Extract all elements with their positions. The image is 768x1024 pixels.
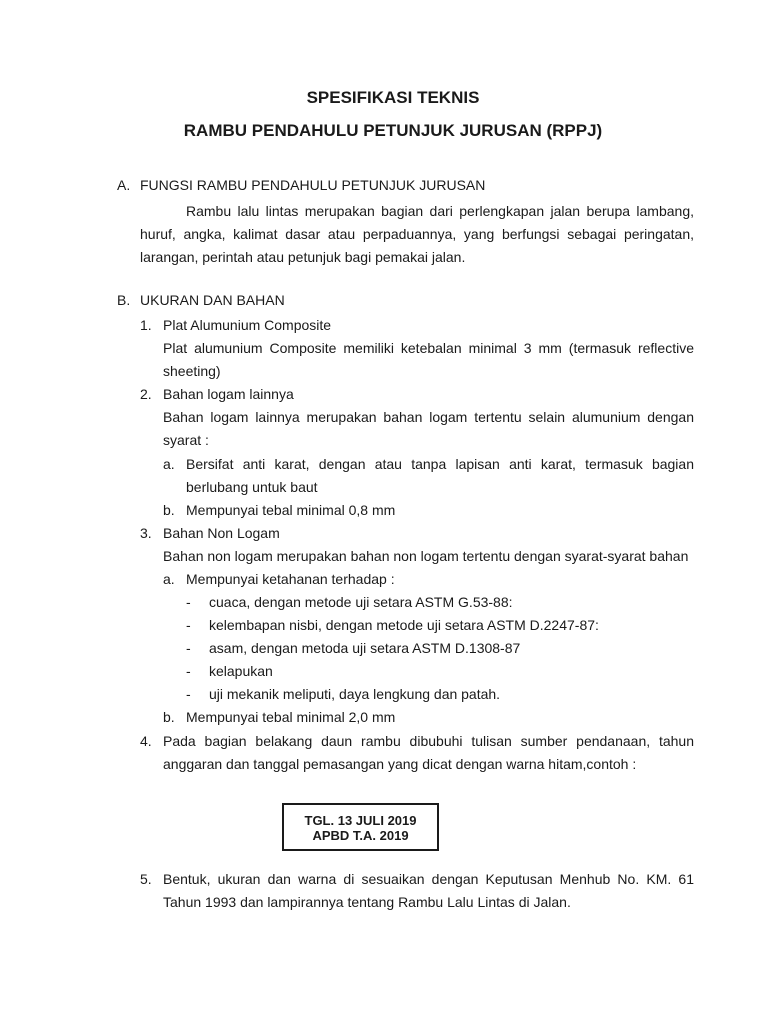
item-2-title: Bahan logam lainnya — [163, 386, 294, 402]
item-1-title: Plat Alumunium Composite — [163, 317, 332, 333]
item-3a-marker: a. — [163, 571, 175, 587]
bullet-text: uji mekanik meliputi, daya lengkung dan patah. — [209, 686, 501, 702]
section-a-line: larangan, perintah atau petunjuk bagi pemakai jalan. — [140, 249, 466, 265]
section-b-marker: B. — [117, 292, 131, 308]
item-1-line: Plat alumunium Composite memiliki ketebalan minimal 3 mm (termasuk reflective — [163, 340, 694, 356]
item-4-line: Pada bagian belakang daun rambu dibubuhi tulisan sumber pendanaan, tahun — [163, 733, 694, 749]
section-a-marker: A. — [117, 177, 131, 193]
item-5-line: Tahun 1993 dan lampirannya tentang Rambu Lalu Lintas di Jalan. — [163, 894, 571, 910]
item-2b-marker: b. — [163, 502, 175, 518]
bullet-dash: - — [186, 640, 191, 656]
item-3-marker: 3. — [140, 525, 152, 541]
section-b-heading: UKURAN DAN BAHAN — [140, 292, 285, 308]
item-3-title: Bahan Non Logam — [163, 525, 280, 541]
item-2b-text: Mempunyai tebal minimal 0,8 mm — [186, 502, 396, 518]
bullet-dash: - — [186, 663, 191, 679]
section-a-heading: FUNGSI RAMBU PENDAHULU PETUNJUK JURUSAN — [140, 177, 486, 193]
item-5-marker: 5. — [140, 871, 152, 887]
example-date: TGL. 13 JULI 2019 — [304, 813, 417, 828]
bullet-dash: - — [186, 686, 191, 702]
item-2a-line: Bersifat anti karat, dengan atau tanpa lapisan anti karat, termasuk bagian — [186, 456, 694, 472]
bullet-dash: - — [186, 594, 191, 610]
bullet-dash: - — [186, 617, 191, 633]
item-4-marker: 4. — [140, 733, 152, 749]
item-2-line: Bahan logam lainnya merupakan bahan logam tertentu selain alumunium dengan — [163, 409, 694, 425]
section-a-line: Rambu lalu lintas merupakan bagian dari perlengkapan jalan berupa lambang, — [186, 203, 694, 219]
item-1-line: sheeting) — [163, 363, 221, 379]
item-3a-text: Mempunyai ketahanan terhadap : — [186, 571, 395, 587]
example-budget: APBD T.A. 2019 — [312, 828, 409, 843]
item-2-marker: 2. — [140, 386, 152, 402]
item-4-line: anggaran dan tanggal pemasangan yang dicat dengan warna hitam,contoh : — [163, 756, 637, 772]
item-3-line: Bahan non logam merupakan bahan non logam tertentu dengan syarat-syarat bahan — [163, 548, 689, 564]
item-5-line: Bentuk, ukuran dan warna di sesuaikan dengan Keputusan Menhub No. KM. 61 — [163, 871, 694, 887]
section-a-line: huruf, angka, kalimat dasar atau perpaduannya, yang berfungsi sebagai peringatan, — [140, 226, 694, 242]
bullet-text: cuaca, dengan metode uji setara ASTM G.53-88: — [209, 594, 513, 610]
item-2a-line: berlubang untuk baut — [186, 479, 318, 495]
example-label-box — [282, 803, 439, 851]
bullet-text: kelapukan — [209, 663, 273, 679]
document-title: SPESIFIKASI TEKNIS — [306, 88, 480, 107]
item-2a-marker: a. — [163, 456, 175, 472]
bullet-text: kelembapan nisbi, dengan metode uji setara ASTM D.2247-87: — [209, 617, 599, 633]
item-3b-marker: b. — [163, 709, 175, 725]
bullet-text: asam, dengan metoda uji setara ASTM D.1308-87 — [209, 640, 521, 656]
item-2-line: syarat : — [163, 432, 209, 448]
document-subtitle: RAMBU PENDAHULU PETUNJUK JURUSAN (RPPJ) — [183, 121, 603, 140]
item-1-marker: 1. — [140, 317, 152, 333]
item-3b-text: Mempunyai tebal minimal 2,0 mm — [186, 709, 396, 725]
